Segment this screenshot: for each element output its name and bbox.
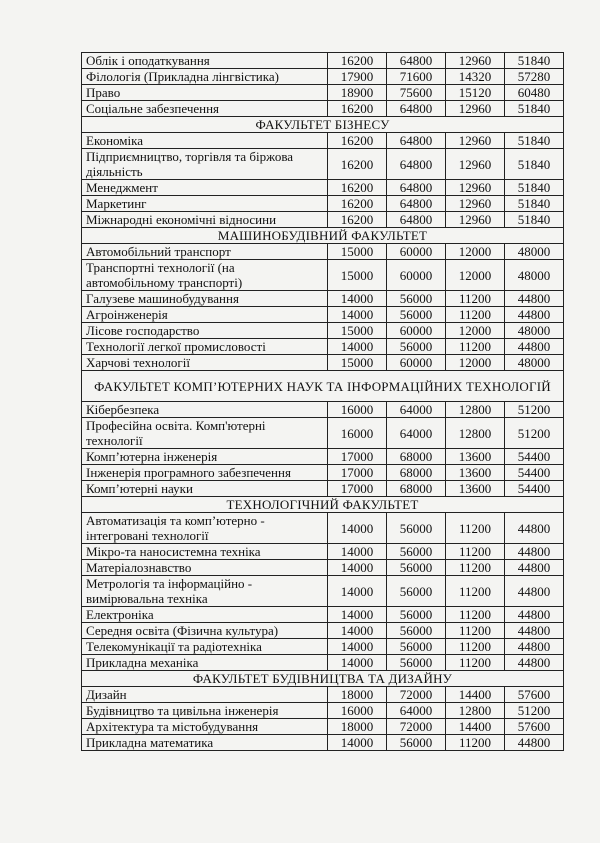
price-cell: 15000: [328, 323, 387, 339]
price-cell: 16200: [328, 101, 387, 117]
price-cell: 64800: [387, 101, 446, 117]
table-row: [82, 481, 564, 497]
specialty-name: Будівництво та цивільна інженерія: [82, 703, 328, 719]
price-cell: 16200: [328, 180, 387, 196]
price-cell: 12000: [446, 260, 505, 291]
price-cell: 14000: [328, 655, 387, 671]
price-cell: 64800: [387, 149, 446, 180]
price-cell: 12000: [446, 323, 505, 339]
table-row: [82, 719, 564, 735]
price-cell: 72000: [387, 719, 446, 735]
price-cell: 17000: [328, 449, 387, 465]
price-cell: 51840: [505, 196, 564, 212]
price-cell: 57600: [505, 719, 564, 735]
price-cell: 11200: [446, 560, 505, 576]
price-cell: 56000: [387, 513, 446, 544]
specialty-name: Технології легкої промисловості: [82, 339, 328, 355]
price-cell: 51840: [505, 101, 564, 117]
price-cell: 16200: [328, 149, 387, 180]
price-cell: 12800: [446, 402, 505, 418]
price-cell: 56000: [387, 307, 446, 323]
specialty-name: Комп’ютерні науки: [82, 481, 328, 497]
price-cell: 11200: [446, 307, 505, 323]
faculty-title: ФАКУЛЬТЕТ КОМП’ЮТЕРНИХ НАУК ТА ІНФОРМАЦІЙНИХ ТЕХНОЛОГІЙ: [82, 371, 564, 402]
price-cell: 44800: [505, 639, 564, 655]
price-cell: 11200: [446, 607, 505, 623]
price-cell: 14000: [328, 639, 387, 655]
price-cell: 13600: [446, 481, 505, 497]
table-row: [82, 244, 564, 260]
price-cell: 51200: [505, 703, 564, 719]
specialty-name: Агроінженерія: [82, 307, 328, 323]
price-cell: 11200: [446, 576, 505, 607]
price-cell: 14400: [446, 719, 505, 735]
price-cell: 60480: [505, 85, 564, 101]
price-cell: 64800: [387, 180, 446, 196]
specialty-name: Транспортні технології (на автомобільному транспорті): [82, 260, 328, 291]
price-cell: 60000: [387, 323, 446, 339]
table-row: [82, 513, 564, 544]
price-cell: 44800: [505, 291, 564, 307]
price-cell: 44800: [505, 623, 564, 639]
price-cell: 56000: [387, 544, 446, 560]
price-cell: 11200: [446, 735, 505, 751]
price-cell: 64800: [387, 196, 446, 212]
price-cell: 14000: [328, 623, 387, 639]
price-cell: 51840: [505, 53, 564, 69]
price-cell: 64800: [387, 53, 446, 69]
table-row: [82, 655, 564, 671]
price-cell: 12960: [446, 101, 505, 117]
specialty-name: Метрологія та інформаційно - вимірювальна техніка: [82, 576, 328, 607]
price-cell: 57600: [505, 687, 564, 703]
price-cell: 12800: [446, 418, 505, 449]
tuition-table: [81, 52, 564, 751]
price-cell: 56000: [387, 339, 446, 355]
price-cell: 44800: [505, 735, 564, 751]
table-row: [82, 465, 564, 481]
table-row: [82, 449, 564, 465]
faculty-section-row: [82, 228, 564, 244]
table-row: [82, 355, 564, 371]
specialty-name: Лісове господарство: [82, 323, 328, 339]
price-cell: 56000: [387, 576, 446, 607]
price-cell: 44800: [505, 307, 564, 323]
price-cell: 56000: [387, 639, 446, 655]
price-cell: 44800: [505, 607, 564, 623]
specialty-name: Маркетинг: [82, 196, 328, 212]
price-cell: 15000: [328, 244, 387, 260]
price-cell: 64000: [387, 402, 446, 418]
price-cell: 60000: [387, 260, 446, 291]
price-cell: 60000: [387, 355, 446, 371]
faculty-section-row: [82, 117, 564, 133]
faculty-section-row: [82, 497, 564, 513]
table-row: [82, 339, 564, 355]
price-cell: 16200: [328, 133, 387, 149]
price-cell: 54400: [505, 449, 564, 465]
price-cell: 44800: [505, 339, 564, 355]
price-cell: 44800: [505, 576, 564, 607]
table-row: [82, 53, 564, 69]
table-row: [82, 180, 564, 196]
price-cell: 11200: [446, 291, 505, 307]
price-cell: 14000: [328, 607, 387, 623]
price-cell: 60000: [387, 244, 446, 260]
specialty-name: Середня освіта (Фізична культура): [82, 623, 328, 639]
price-cell: 14000: [328, 307, 387, 323]
table-row: [82, 69, 564, 85]
specialty-name: Автомобільний транспорт: [82, 244, 328, 260]
price-cell: 56000: [387, 623, 446, 639]
price-cell: 12960: [446, 149, 505, 180]
price-cell: 14000: [328, 291, 387, 307]
specialty-name: Електроніка: [82, 607, 328, 623]
price-cell: 44800: [505, 544, 564, 560]
price-cell: 18900: [328, 85, 387, 101]
specialty-name: Комп’ютерна інженерія: [82, 449, 328, 465]
price-cell: 15000: [328, 260, 387, 291]
price-cell: 72000: [387, 687, 446, 703]
price-cell: 56000: [387, 607, 446, 623]
price-cell: 16200: [328, 212, 387, 228]
specialty-name: Професійна освіта. Комп'ютерні технології: [82, 418, 328, 449]
specialty-name: Підприємництво, торгівля та біржова діяльність: [82, 149, 328, 180]
price-cell: 13600: [446, 449, 505, 465]
table-row: [82, 703, 564, 719]
price-cell: 44800: [505, 655, 564, 671]
price-cell: 17900: [328, 69, 387, 85]
faculty-title: МАШИНОБУДІВНИЙ ФАКУЛЬТЕТ: [82, 228, 564, 244]
price-cell: 48000: [505, 355, 564, 371]
price-cell: 14320: [446, 69, 505, 85]
table-body: [82, 53, 564, 751]
price-cell: 16000: [328, 402, 387, 418]
specialty-name: Міжнародні економічні відносини: [82, 212, 328, 228]
price-cell: 57280: [505, 69, 564, 85]
price-cell: 12960: [446, 196, 505, 212]
price-cell: 15120: [446, 85, 505, 101]
specialty-name: Прикладна механіка: [82, 655, 328, 671]
price-cell: 14000: [328, 544, 387, 560]
price-cell: 12000: [446, 355, 505, 371]
table-row: [82, 544, 564, 560]
table-row: [82, 101, 564, 117]
price-cell: 16000: [328, 703, 387, 719]
price-cell: 68000: [387, 449, 446, 465]
specialty-name: Філологія (Прикладна лінгвістика): [82, 69, 328, 85]
price-cell: 12960: [446, 133, 505, 149]
price-cell: 64000: [387, 418, 446, 449]
price-cell: 17000: [328, 481, 387, 497]
price-cell: 17000: [328, 465, 387, 481]
faculty-title: ФАКУЛЬТЕТ БІЗНЕСУ: [82, 117, 564, 133]
price-cell: 14000: [328, 513, 387, 544]
table-row: [82, 418, 564, 449]
table-row: [82, 735, 564, 751]
price-cell: 15000: [328, 355, 387, 371]
price-cell: 14000: [328, 560, 387, 576]
specialty-name: Менеджмент: [82, 180, 328, 196]
price-cell: 71600: [387, 69, 446, 85]
price-cell: 54400: [505, 465, 564, 481]
specialty-name: Соціальне забезпечення: [82, 101, 328, 117]
price-cell: 11200: [446, 623, 505, 639]
faculty-title: ТЕХНОЛОГІЧНИЙ ФАКУЛЬТЕТ: [82, 497, 564, 513]
price-cell: 11200: [446, 655, 505, 671]
faculty-title: ФАКУЛЬТЕТ БУДІВНИЦТВА ТА ДИЗАЙНУ: [82, 671, 564, 687]
specialty-name: Мікро-та наносистемна техніка: [82, 544, 328, 560]
price-cell: 64000: [387, 703, 446, 719]
price-cell: 44800: [505, 560, 564, 576]
price-cell: 56000: [387, 291, 446, 307]
price-cell: 12960: [446, 53, 505, 69]
table-row: [82, 639, 564, 655]
price-cell: 64800: [387, 212, 446, 228]
table-row: [82, 307, 564, 323]
table-row: [82, 149, 564, 180]
table-row: [82, 212, 564, 228]
price-cell: 51840: [505, 133, 564, 149]
price-cell: 12960: [446, 212, 505, 228]
price-cell: 48000: [505, 244, 564, 260]
price-cell: 51200: [505, 402, 564, 418]
price-cell: 11200: [446, 544, 505, 560]
specialty-name: Інженерія програмного забезпечення: [82, 465, 328, 481]
table-row: [82, 85, 564, 101]
price-cell: 11200: [446, 513, 505, 544]
specialty-name: Архітектура та містобудування: [82, 719, 328, 735]
price-cell: 11200: [446, 339, 505, 355]
table-row: [82, 260, 564, 291]
price-cell: 56000: [387, 655, 446, 671]
table-row: [82, 623, 564, 639]
specialty-name: Кібербезпека: [82, 402, 328, 418]
price-cell: 51200: [505, 418, 564, 449]
price-cell: 51840: [505, 149, 564, 180]
price-cell: 14000: [328, 339, 387, 355]
specialty-name: Економіка: [82, 133, 328, 149]
price-cell: 48000: [505, 260, 564, 291]
price-cell: 14000: [328, 735, 387, 751]
price-cell: 56000: [387, 560, 446, 576]
table-row: [82, 323, 564, 339]
table-row: [82, 133, 564, 149]
specialty-name: Автоматизація та комп’ютерно - інтегровані технології: [82, 513, 328, 544]
price-cell: 44800: [505, 513, 564, 544]
price-cell: 68000: [387, 481, 446, 497]
specialty-name: Право: [82, 85, 328, 101]
price-cell: 12000: [446, 244, 505, 260]
price-cell: 11200: [446, 639, 505, 655]
price-cell: 16200: [328, 53, 387, 69]
price-cell: 16200: [328, 196, 387, 212]
price-cell: 56000: [387, 735, 446, 751]
price-cell: 13600: [446, 465, 505, 481]
specialty-name: Харчові технології: [82, 355, 328, 371]
specialty-name: Галузеве машинобудування: [82, 291, 328, 307]
price-cell: 14400: [446, 687, 505, 703]
price-cell: 14000: [328, 576, 387, 607]
specialty-name: Матеріалознавство: [82, 560, 328, 576]
table-row: [82, 291, 564, 307]
table-row: [82, 560, 564, 576]
price-cell: 18000: [328, 719, 387, 735]
faculty-section-row: [82, 371, 564, 402]
price-cell: 48000: [505, 323, 564, 339]
table-row: [82, 196, 564, 212]
table-row: [82, 607, 564, 623]
price-cell: 54400: [505, 481, 564, 497]
price-cell: 51840: [505, 180, 564, 196]
price-cell: 51840: [505, 212, 564, 228]
price-cell: 64800: [387, 133, 446, 149]
specialty-name: Прикладна математика: [82, 735, 328, 751]
price-cell: 18000: [328, 687, 387, 703]
table-row: [82, 402, 564, 418]
price-cell: 12960: [446, 180, 505, 196]
price-cell: 68000: [387, 465, 446, 481]
specialty-name: Облік і оподаткування: [82, 53, 328, 69]
price-cell: 75600: [387, 85, 446, 101]
specialty-name: Телекомунікації та радіотехніка: [82, 639, 328, 655]
price-cell: 16000: [328, 418, 387, 449]
faculty-section-row: [82, 671, 564, 687]
table-row: [82, 576, 564, 607]
specialty-name: Дизайн: [82, 687, 328, 703]
price-cell: 12800: [446, 703, 505, 719]
table-row: [82, 687, 564, 703]
